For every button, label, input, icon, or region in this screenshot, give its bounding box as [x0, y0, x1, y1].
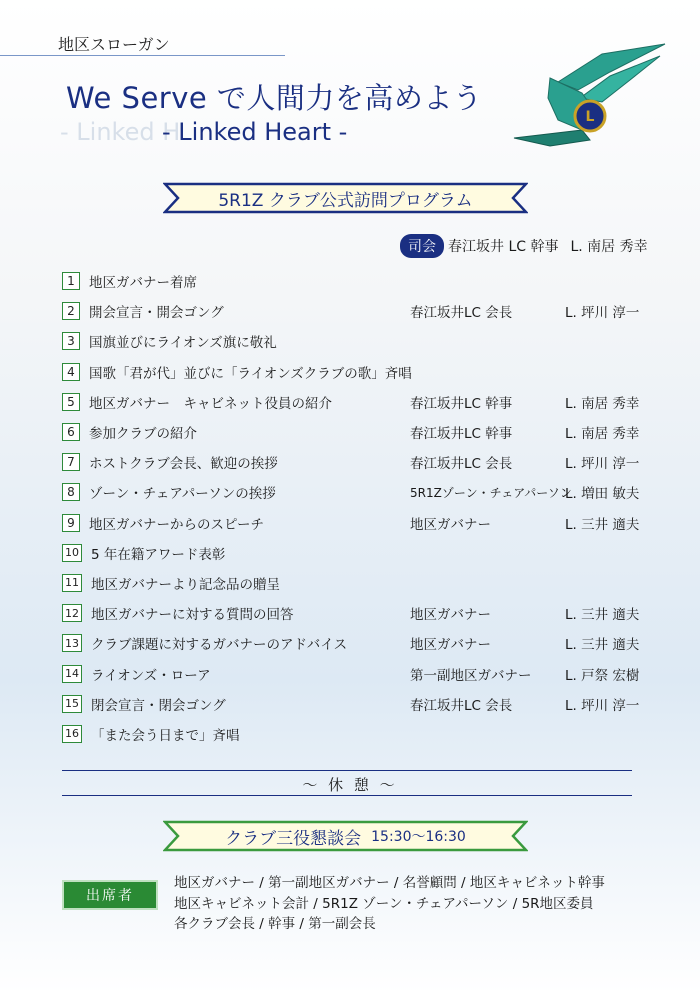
item-number: 7	[62, 453, 80, 471]
program-item	[62, 266, 682, 296]
item-title: 閉会宣言・閉会ゴング	[91, 697, 226, 714]
program-item	[62, 447, 682, 477]
item-number: 13	[62, 634, 82, 652]
item-person: L. 増田 敏夫	[565, 486, 640, 503]
item-role: 5R1Zゾーン・チェアパーソン	[410, 485, 572, 500]
item-role: 地区ガバナー	[410, 607, 491, 624]
item-title: 国旗並びにライオンズ旗に敬礼	[89, 335, 277, 352]
program-item	[62, 628, 682, 658]
program-item	[62, 658, 682, 688]
program-item	[62, 598, 682, 628]
attendees-line: 地区キャビネット会計 / 5R1Z ゾーン・チェアパーソン / 5R地区委員	[174, 895, 594, 912]
attendees-line: 地区ガバナー / 第一副地区ガバナー / 名誉顧問 / 地区キャビネット幹事	[174, 875, 605, 891]
item-person: L. 坪川 淳一	[565, 697, 640, 714]
item-title: 地区ガバナーに対する質問の回答	[91, 607, 294, 624]
item-title: 地区ガバナー着席	[89, 275, 197, 292]
meeting-banner	[163, 820, 528, 852]
program-banner	[163, 182, 528, 214]
item-number: 14	[62, 665, 82, 683]
item-person: L. 三井 適夫	[565, 607, 640, 624]
program-item	[62, 689, 682, 719]
slogan-rule	[0, 55, 285, 56]
attendees-list	[174, 873, 605, 935]
program-item	[62, 719, 682, 749]
mc-role: 春江坂井 LC 幹事	[448, 239, 559, 255]
program-banner-title: 5R1Z クラブ公式訪問プログラム	[218, 190, 473, 211]
item-title: クラブ課題に対するガバナーのアドバイス	[91, 637, 348, 654]
program-item	[62, 417, 682, 447]
item-number: 6	[62, 423, 80, 441]
program-item	[62, 387, 682, 417]
subline-ghost: - Linked H	[60, 118, 181, 146]
program-item	[62, 568, 682, 598]
mc-row	[400, 234, 648, 258]
item-title: 地区ガバナーからのスピーチ	[89, 516, 264, 533]
item-title: 「また会う日まで」斉唱	[91, 727, 240, 744]
program-item	[62, 357, 682, 387]
program-item	[62, 326, 682, 356]
program-list	[62, 266, 682, 749]
rest-divider-top	[62, 770, 632, 771]
rest-label: ～ 休 憩 ～	[302, 776, 398, 794]
meeting-time: 15:30～16:30	[371, 829, 466, 845]
lions-eagle-emblem-icon	[510, 38, 670, 153]
item-role: 第一副地区ガバナー	[410, 667, 532, 684]
program-item	[62, 296, 682, 326]
attendees-badge: 出席者	[62, 880, 158, 910]
item-number: 10	[62, 544, 82, 562]
item-title: ライオンズ・ローア	[91, 667, 211, 684]
headline: We Serve で人間力を高めよう	[66, 81, 483, 115]
program-item	[62, 477, 682, 507]
item-number: 2	[62, 302, 80, 320]
item-role: 春江坂井LC 会長	[410, 305, 513, 322]
item-role: 春江坂井LC 会長	[410, 697, 513, 714]
item-person: L. 南居 秀幸	[565, 426, 640, 443]
item-number: 1	[62, 272, 80, 290]
rest-divider-bottom	[62, 795, 632, 796]
item-person: L. 坪川 淳一	[565, 456, 640, 473]
meeting-title: クラブ三役懇談会	[225, 828, 362, 849]
item-number: 3	[62, 332, 80, 350]
program-item	[62, 508, 682, 538]
item-title: 開会宣言・開会ゴング	[89, 305, 224, 322]
item-title: ゾーン・チェアパーソンの挨拶	[89, 486, 276, 503]
mc-badge: 司会	[400, 234, 444, 258]
subline: - Linked Heart -	[162, 118, 348, 146]
item-role: 地区ガバナー	[410, 637, 491, 654]
svg-text:L: L	[585, 109, 595, 125]
item-number: 16	[62, 725, 82, 743]
item-number: 15	[62, 695, 82, 713]
item-role: 春江坂井LC 会長	[410, 456, 513, 473]
item-role: 地区ガバナー	[410, 516, 491, 533]
slogan-label: 地区スローガン	[58, 35, 170, 54]
item-number: 9	[62, 514, 80, 532]
item-title: 国歌「君が代」並びに「ライオンズクラブの歌」斉唱	[89, 365, 412, 382]
item-role: 春江坂井LC 幹事	[410, 395, 513, 412]
item-person: L. 坪川 淳一	[565, 305, 640, 322]
item-title: 参加クラブの紹介	[89, 426, 197, 443]
mc-person: L. 南居 秀幸	[570, 239, 648, 255]
item-person: L. 三井 適夫	[565, 637, 640, 654]
item-person: L. 南居 秀幸	[565, 395, 640, 412]
item-title: 5 年在籍アワード表彰	[91, 546, 226, 563]
item-person: L. 三井 適夫	[565, 516, 640, 533]
item-title: 地区ガバナーより記念品の贈呈	[91, 576, 280, 593]
item-number: 4	[62, 363, 80, 381]
item-title: 地区ガバナー キャビネット役員の紹介	[89, 395, 332, 412]
program-item	[62, 538, 682, 568]
item-number: 12	[62, 604, 82, 622]
item-number: 11	[62, 574, 82, 592]
item-person: L. 戸祭 宏樹	[565, 667, 640, 684]
item-title: ホストクラブ会長、歓迎の挨拶	[89, 456, 278, 473]
item-number: 5	[62, 393, 80, 411]
item-role: 春江坂井LC 幹事	[410, 426, 513, 443]
attendees-line: 各クラブ会長 / 幹事 / 第一副会長	[174, 916, 376, 932]
item-number: 8	[62, 483, 80, 501]
